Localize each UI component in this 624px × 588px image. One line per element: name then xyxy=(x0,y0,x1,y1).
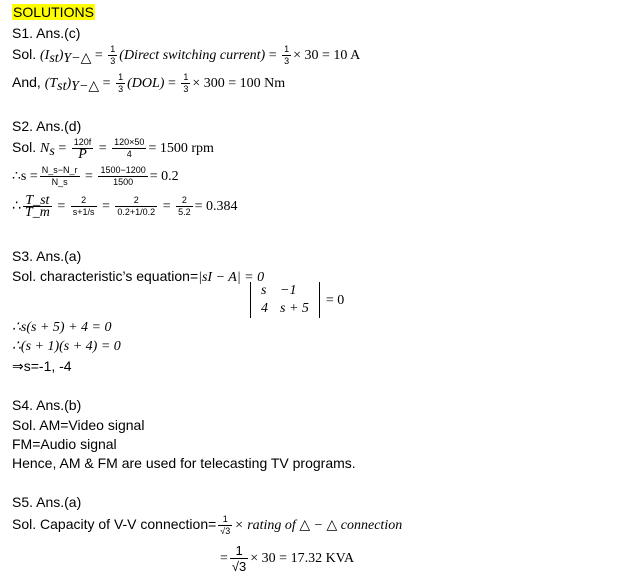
s4-solution-line-3: Hence, AM & FM are used for telecasting TV programs. xyxy=(12,455,356,471)
s3-solution-line-5: ⇒s=-1, -4 xyxy=(12,358,72,374)
s4-answer: S4. Ans.(b) xyxy=(12,397,82,413)
s2-answer: S2. Ans.(d) xyxy=(12,118,82,134)
s1-solution-line-2: And, $(T_{st})_{Y-\triangle}$ = $\frac{1}{3}$ (DOL) = $\frac{1}{3}$ × 300 = 100 Nm xyxy=(12,72,286,95)
s2-solution-line-1: Sol. $N_s$ = $\frac{120f}{P}$ = $\frac{120\times 50}{4}$ = 1500 rpm xyxy=(12,137,214,162)
s3-solution-line-3: ∴s(s + 5) + 4 = 0 xyxy=(12,320,112,335)
s3-solution-line-4: ∴(s + 1)(s + 4) = 0 xyxy=(12,339,121,354)
s5-solution-line-1: Sol. Capacity of V-V connection= $\frac{1}{√3}$ × rating of △ − △ connection xyxy=(12,514,403,536)
s3-determinant: s −1 4 s + 5 = 0 xyxy=(250,282,344,318)
s2-solution-line-2: ∴s = $\frac{N\_s-N\_r}{N\_s}$ = $\frac{1500-1200}{1500}$ = 0.2 xyxy=(12,165,179,187)
s3-solution-line-1: Sol. characteristic’s equation=|sI − A| = 0 xyxy=(12,268,265,285)
s1-answer: S1. Ans.(c) xyxy=(12,25,81,41)
s5-answer: S5. Ans.(a) xyxy=(12,494,82,510)
s5-solution-line-2: = $\frac{1}{√3}$ × 30 = 17.32 KVA xyxy=(220,543,355,574)
solutions-heading: SOLUTIONS xyxy=(13,4,94,20)
s4-solution-line-1: Sol. AM=Video signal xyxy=(12,417,145,433)
s1-solution-line-1: Sol. $(I_{st})_{Y-\triangle}$ = $\frac{1}{3}$ (Direct switching current) = $\frac{1}{3}$ × 30 = 10 A xyxy=(12,44,361,67)
s2-solution-line-3: ∴ $\frac{T\_st}{T\_m}$ = $\frac{2}{s+1/s}$ = $\frac{2}{0.2+1/0.2}$ = $\frac{2}{5.2}$ = 0.384 xyxy=(12,193,238,220)
s3-answer: S3. Ans.(a) xyxy=(12,248,82,264)
s4-solution-line-2: FM=Audio signal xyxy=(12,436,117,452)
